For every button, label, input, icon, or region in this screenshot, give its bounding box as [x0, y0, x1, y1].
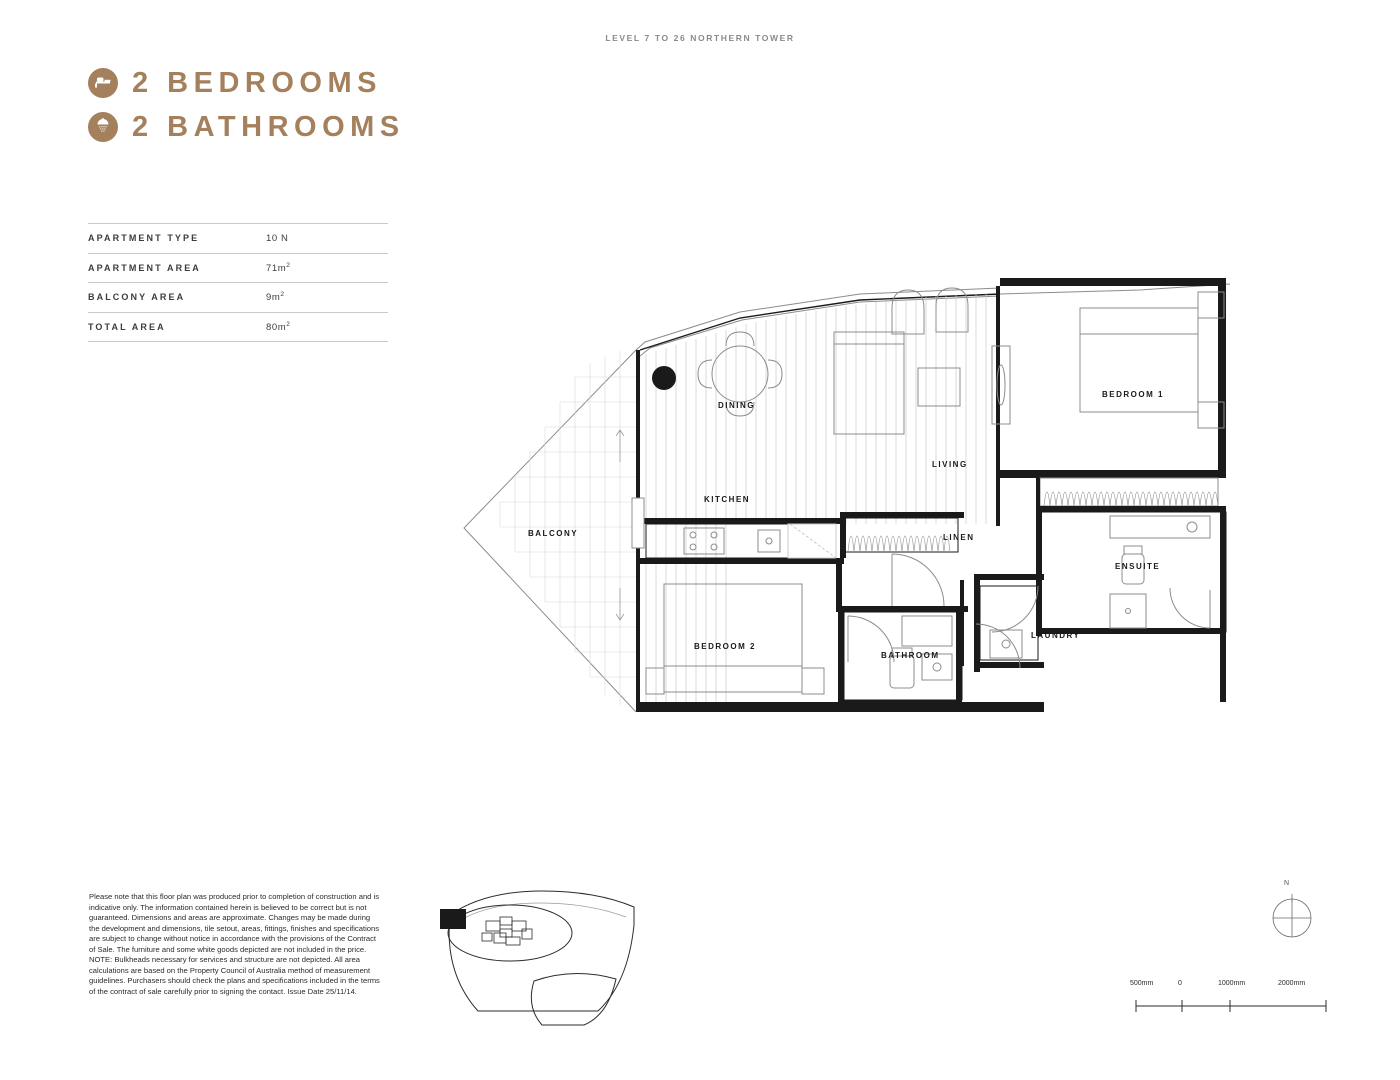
compass — [1262, 880, 1322, 950]
compass-north-label: N — [1284, 880, 1290, 887]
spec-row-balcony-area — [88, 283, 388, 313]
headline-block — [88, 62, 508, 150]
scale-bar-graphic — [1130, 992, 1330, 1012]
scale-bar-labels — [1130, 980, 1330, 992]
spec-label: APARTMENT TYPE — [88, 233, 200, 244]
room-label-linen: LINEN — [943, 533, 975, 542]
spec-row-apartment-type — [88, 224, 388, 254]
spec-table — [88, 223, 388, 342]
spec-label: APARTMENT AREA — [88, 262, 201, 273]
scale-tick-1000: 1000mm — [1218, 980, 1246, 987]
spec-value: $9m^2$ — [266, 291, 285, 304]
site-key-plan — [438, 885, 658, 1035]
floor-plan-svg — [440, 250, 1260, 770]
room-label-kitchen: KITCHEN — [704, 495, 751, 504]
balcony-tile-grid — [500, 351, 636, 705]
spec-row-apartment-area — [88, 254, 388, 284]
room-label-bathroom: BATHROOM — [881, 651, 940, 660]
bedrooms-text: 2 BEDROOMS — [132, 66, 382, 99]
room-label-dining: DINING — [718, 401, 755, 410]
spec-value: 10 N — [266, 232, 289, 244]
level-label: LEVEL 7 TO 26 NORTHERN TOWER — [605, 33, 795, 43]
spec-value: $71m^2$ — [266, 261, 291, 274]
room-label-balcony: BALCONY — [528, 529, 579, 538]
bathrooms-row — [88, 106, 508, 148]
disclaimer-text: Please note that this floor plan was produced prior to completion of construction and is indicative only. The information contained herein is believed to be correct but is not guaranteed. Dimensions and areas are approximate. Changes may be made during the development and dimensions, tile setout, areas, fittings, finishes and specifications are subject to change without notice in accordance with the provisions of the Contract of Sale. The furniture and some white goods depicted are not included in the price. NOTE: Bulkheads necessary for services and structure are not depicted. All area calculations are based on the Property Council of Australia method of measurement guidelines. Purchasers should check the plans and specifications included in the terms of the contract of sale carefully prior to signing the contact. Issue Date 25/11/14. — [89, 892, 380, 996]
spec-row-total-area — [88, 313, 388, 343]
floor-plan — [440, 250, 1260, 770]
room-label-bedroom1: BEDROOM 1 — [1102, 390, 1164, 399]
room-label-laundry: LAUNDRY — [1031, 631, 1081, 640]
shower-icon — [88, 112, 118, 142]
scale-tick-0: 0 — [1178, 980, 1182, 987]
room-label-bedroom2: BEDROOM 2 — [694, 642, 756, 651]
room-label-ensuite: ENSUITE — [1115, 562, 1161, 571]
spec-label: BALCONY AREA — [88, 292, 186, 303]
spec-label: TOTAL AREA — [88, 321, 166, 332]
bed-icon — [88, 68, 118, 98]
room-label-living: LIVING — [932, 460, 968, 469]
bathrooms-text: 2 BATHROOMS — [132, 110, 405, 143]
scale-tick-500: 500mm — [1130, 980, 1154, 987]
scale-tick-2000: 2000mm — [1278, 980, 1306, 987]
bedrooms-row — [88, 62, 508, 104]
spec-value: $80m^2$ — [266, 320, 291, 333]
scale-bar — [1130, 980, 1330, 1015]
